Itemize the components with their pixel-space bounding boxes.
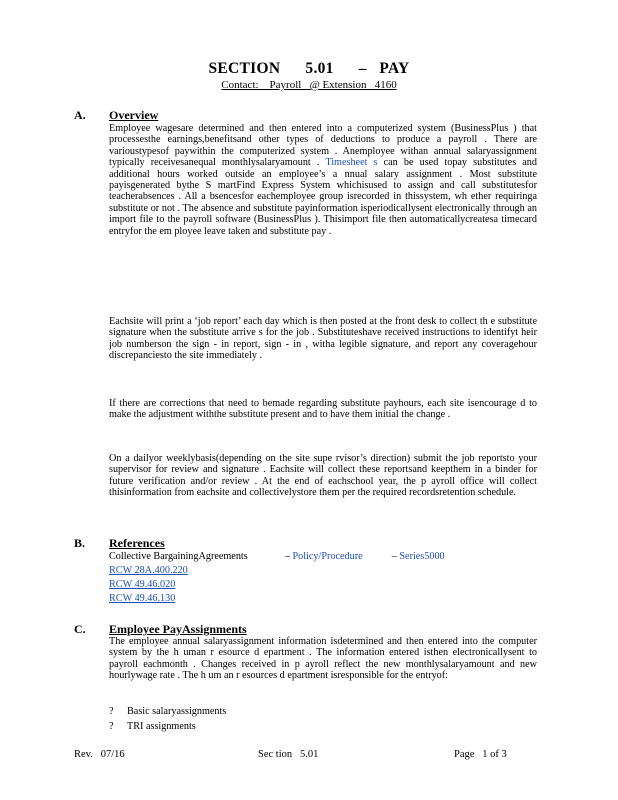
collective-bargaining-text: Collective BargainingAgreements — [109, 551, 248, 562]
section-c-heading: Employee PayAssignments — [109, 622, 247, 636]
section-a-heading: Overview — [109, 108, 159, 122]
section-a-letter: A. — [74, 108, 86, 122]
bullet-text: Basic salaryassignments — [127, 706, 227, 717]
list-item — [109, 721, 196, 732]
policy-procedure-link[interactable]: Policy/Procedure — [292, 551, 363, 562]
overview-p1-text-before: Employee wagesare determined and then entered into a computerized system (BusinessPlus ) that processesthe earnings,benefitsand other types of deductions to produce a payroll . There are varioustypesof paywithin the computerized system . Anemployee withan annual salaryassignment typically receivesanequal monthlysalaryamount . — [109, 123, 537, 169]
ref-dash: – — [284, 551, 290, 562]
section-b-letter: B. — [74, 536, 86, 550]
references-line — [109, 551, 445, 562]
overview-paragraph-1 — [109, 123, 537, 237]
list-item — [109, 706, 226, 717]
timesheets-link[interactable]: Timesheet s — [325, 157, 378, 169]
footer-revision: Rev. 07/16 — [74, 749, 125, 760]
bullet-mark: ? — [109, 706, 114, 717]
section-c-letter: C. — [74, 622, 86, 636]
pay-assignments-paragraph: The employee annual salaryassignment information isdetermined and then entered into the computer system by the h uman r esource d epartment . The information entered isthen electronicallysent to payroll eachmonth . Changes received in p ayroll reflect the new monthlysalaryamount and new hourlywage rate . The h um an r esources d epartment isresponsible for the entryof: — [109, 636, 537, 682]
rcw-link[interactable]: RCW 28A.400.220 — [109, 565, 188, 576]
overview-paragraph-2: Eachsite will print a ‘job report’ each day which is then posted at the front desk to collect th e substitute signature when the substitute arrive s for the job . Substituteshave received instructions to identifyt heir job numberson the sign - in report, sign - in , witha legible signature, and report any coveragehour discrepanciesto the site immediately . — [109, 316, 537, 362]
series-5000-link[interactable]: Series5000 — [399, 551, 445, 562]
section-b-heading: References — [109, 536, 165, 550]
rcw-link[interactable]: RCW 49.46.130 — [109, 593, 176, 604]
overview-paragraph-4: On a dailyor weeklybasis(depending on the site supe rvisor’s direction) submit the job reportsto your supervisor for review and signature . Eachsite will collect these reportsand keepthem in a binder for future verification and/or review . At the end of eachschool year, the p ayroll office will collect thisinformation from eachsite and collectivelystore them per the required recordsretention schedule. — [109, 453, 537, 499]
overview-paragraph-3: If there are corrections that need to bemade regarding substitute payhours, each site isencourage d to make the adjustment withthe substitute present and to have them initial the change . — [109, 398, 537, 421]
contact-text: Contact: Payroll @ Extension 4160 — [221, 79, 397, 91]
overview-p1-text-after: can be used topay substitutes and additional hours worked outside an employee’s a nnual salary assignment . Most substitute payisgenerated bythe S martFind Express System whichisused to assign and call substitutesfor teacherabsences . All a bsencesfor eachemployee group isrecorded in thissystem, wh ether requiringa substitute or not . The absence and substitute payinformation isperiodicallysent electronically through an import file to the payroll software (BusinessPlus ). Thisimport file then automaticallycreatesa timecard entryfor the em ployee leave taken and substitute pay . — [109, 157, 537, 237]
bullet-text: TRI assignments — [127, 721, 196, 732]
footer-page-number: Page 1 of 3 — [454, 749, 507, 760]
footer-section: Sec tion 5.01 — [258, 749, 319, 760]
page-title: SECTION 5.01 – PAY — [208, 60, 410, 77]
contact-line — [0, 79, 618, 91]
bullet-mark: ? — [109, 721, 114, 732]
ref-dash: – — [391, 551, 397, 562]
rcw-link[interactable]: RCW 49.46.020 — [109, 579, 176, 590]
